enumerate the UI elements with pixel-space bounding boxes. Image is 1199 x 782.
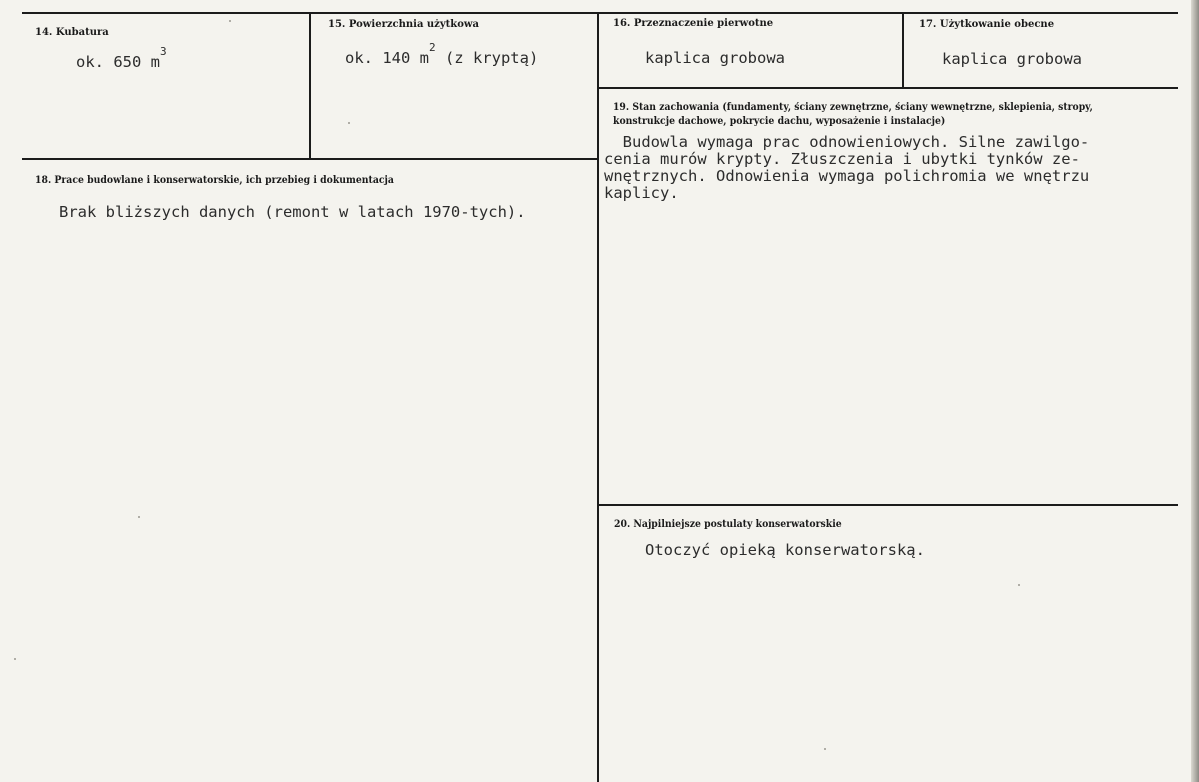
paper-speck xyxy=(14,658,16,660)
field-19-label-line2: konstrukcje dachowe, pokrycie dachu, wyposażenie i instalacje) xyxy=(613,116,946,127)
paper-speck xyxy=(348,122,350,124)
field-14-sup: 3 xyxy=(160,45,167,58)
field-14-label: 14. Kubatura xyxy=(35,27,109,38)
field-14-value: ok. 650 $m^3$ xyxy=(76,45,167,71)
field-15-value: ok. 140 $m^2$ (z kryptą) xyxy=(345,41,539,67)
field-16-value: kaplica grobowa xyxy=(645,49,785,67)
field-19-line-3: wnętrznych. Odnowienia wymaga polichromia we wnętrzu xyxy=(604,167,1090,185)
divider-main-vertical xyxy=(597,12,599,782)
paper-speck xyxy=(229,20,231,22)
paper-speck xyxy=(1018,584,1020,586)
field-17-label: 17. Użytkowanie obecne xyxy=(919,19,1055,30)
field-15-label: 15. Powierzchnia użytkowa xyxy=(328,19,479,30)
field-16-label: 16. Przeznaczenie pierwotne xyxy=(613,18,774,29)
divider-under-16-17 xyxy=(597,87,1178,89)
divider-19-20 xyxy=(597,504,1178,506)
field-15-sup: 2 xyxy=(429,41,436,54)
divider-16-17 xyxy=(902,12,904,88)
paper-speck xyxy=(824,748,826,750)
divider-14-15 xyxy=(309,12,311,160)
field-19-line-4: kaplicy. xyxy=(604,184,679,202)
field-20-label: 20. Najpilniejsze postulaty konserwatorskie xyxy=(614,519,842,530)
paper-speck xyxy=(138,516,140,518)
divider-under-14-15 xyxy=(22,158,599,160)
field-19-label-line1: 19. Stan zachowania (fundamenty, ściany zewnętrzne, ściany wewnętrzne, sklepienia, stropy, xyxy=(613,102,1093,113)
field-20-value: Otoczyć opieką konserwatorską. xyxy=(645,541,925,559)
field-19-line-2: cenia murów krypty. Złuszczenia i ubytki tynków ze- xyxy=(604,150,1080,168)
field-19-line-1: Budowla wymaga prac odnowieniowych. Silne zawilgo- xyxy=(604,133,1090,151)
field-17-value: kaplica grobowa xyxy=(942,50,1082,68)
field-18-label: 18. Prace budowlane i konserwatorskie, ich przebieg i dokumentacja xyxy=(35,175,394,186)
top-border-line xyxy=(22,12,1178,14)
card-right-edge xyxy=(1191,0,1199,782)
field-18-value: Brak bliższych danych (remont w latach 1970-tych). xyxy=(59,203,526,221)
